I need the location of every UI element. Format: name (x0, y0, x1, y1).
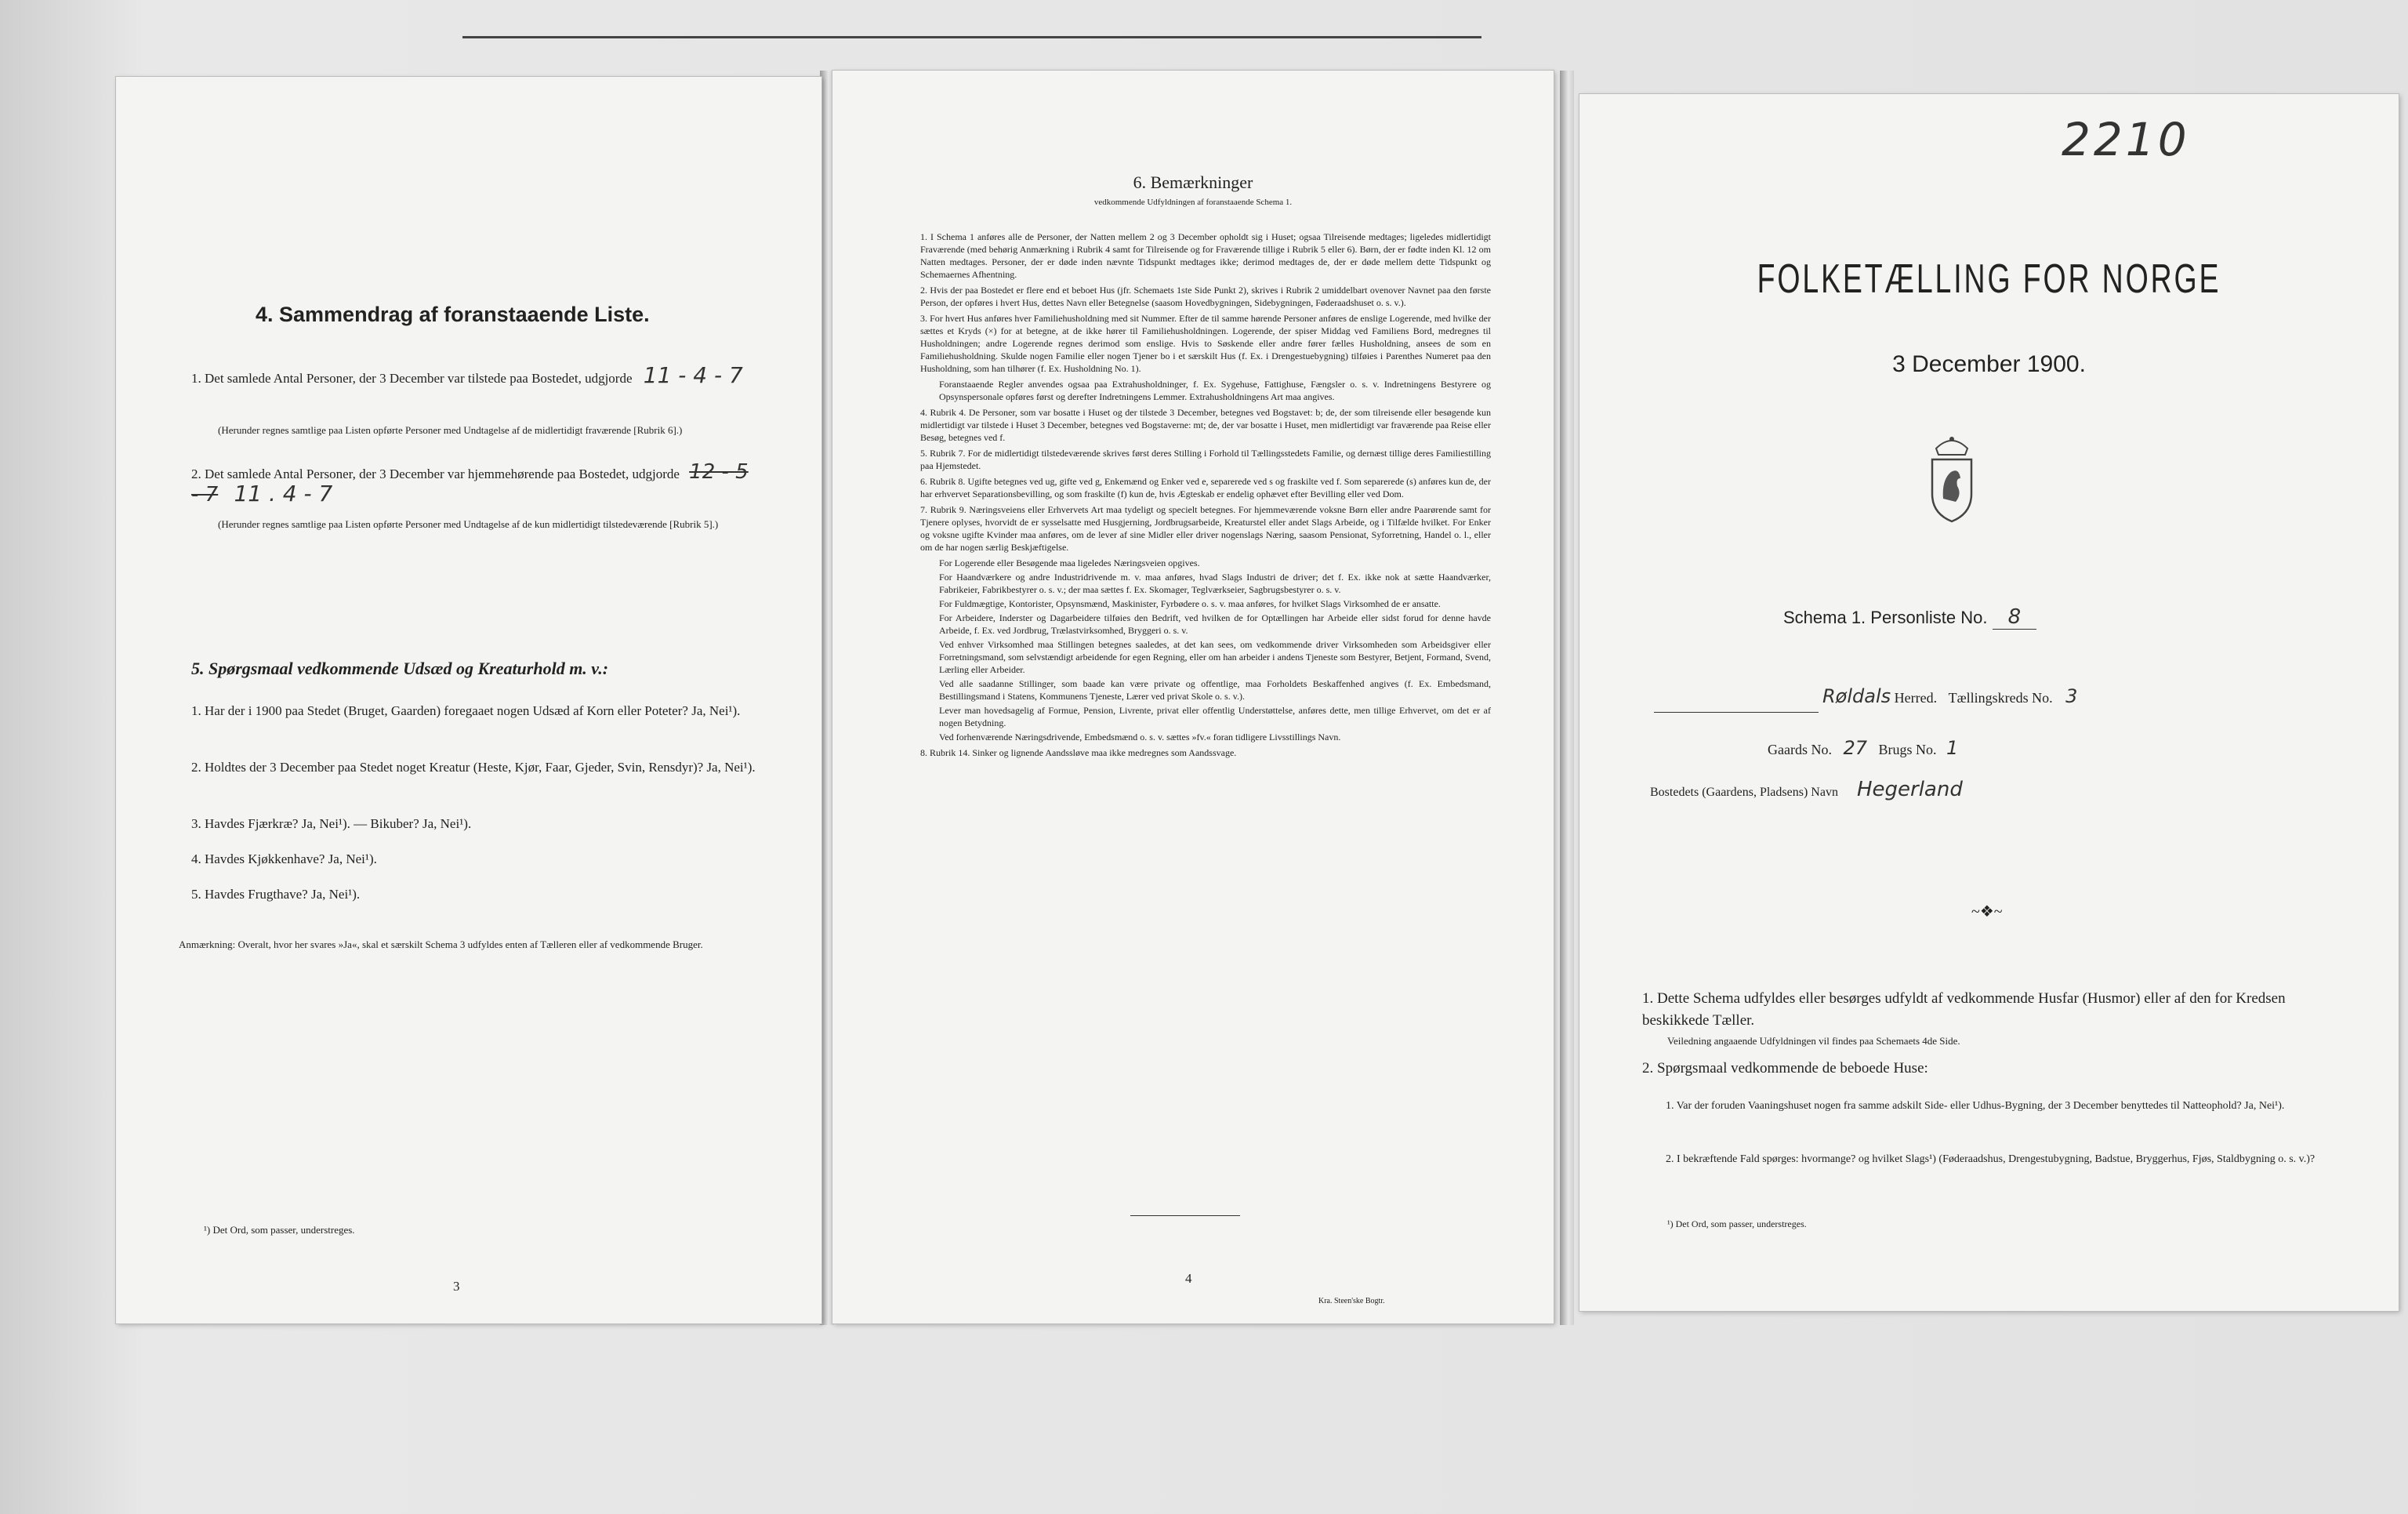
remark-paragraph: For Fuldmægtige, Kontorister, Opsynsmænd, Maskinister, Fyrbødere o. s. v. maa anføres, for hvilket Slags Virksomhed de er ansatte. (939, 598, 1441, 609)
schema-line (1783, 605, 2036, 629)
remark-paragraph: 4. Rubrik 4. De Personer, som var bosatte i Huset og der tilstede 3 December, betegnes ved Bogstavet: b; de, der som tilreisende eller besøgende kun midlertidigt var tilstede i Huset 3 December, betegnes ved Bogstaverne: mt; de, der var bosatte i Huset, men midlertidigt var fraværende paa Reise eller Besøg, betegnes ved f. (920, 407, 1491, 443)
remark-paragraph: Ved enhver Virksomhed maa Stillingen betegnes saaledes, at det kan sees, om vedkommende driver Virksomheden som Arbeidsgiver eller Forretningsmand, som selvstændigt arbeidende for egen Regning, eller om han arbeider i andens Tjeneste som Bestyrer, Betjent, Formand, Svend, Lærling eller Arbeider. (939, 639, 1491, 675)
schema-label: Schema 1. Personliste No. (1783, 608, 1988, 627)
herred-rule (1654, 712, 1819, 713)
ornament-icon: ~❖~ (1971, 903, 2003, 920)
section4-title: 4. Sammendrag af foranstaaende Liste. (256, 303, 650, 326)
herred-value: Røldals (1822, 685, 1891, 707)
census-date: 3 December 1900. (1892, 351, 2086, 377)
page-number: 4 (1185, 1271, 1192, 1286)
footnote: ¹) Det Ord, som passer, understreges. (1667, 1218, 1807, 1229)
instruction-1-sub: Veiledning angaaende Udfyldningen vil findes paa Schemaets 4de Side. (1667, 1035, 1960, 1047)
summary-item-2-text: 2. Det samlede Antal Personer, der 3 December var hjemmehørende paa Bostedet, udgjorde (191, 467, 680, 481)
remark-paragraph: 2. Hvis der paa Bostedet er flere end et beboet Hus (jfr. Schemaets 1ste Side Punkt 2), skrives i Rubrik 2 umiddelbart ovenover Navnet paa den første Person, der opføres i hvert Hus, dettes Navn eller Betegnelse (saasom Hovedbygningen, Sidebygningen, Føderaadshuset o. s. v.). (920, 285, 1491, 308)
page-4 (832, 71, 1554, 1323)
page-1-cover (1579, 94, 2399, 1311)
summary-item-2-note: (Herunder regnes samtlige paa Listen opførte Personer med Undtagelse af de kun midlertidigt tilstedeværende [Rubrik 5].) (218, 518, 719, 530)
brugs-value: 1 (1946, 737, 1959, 759)
remark-paragraph: 6. Rubrik 8. Ugifte betegnes ved ug, gifte ved g, Enkemænd og Enker ved e, separerede ved s og fraskilte ved f. Som separerede (s) anføres kun de, der har erhvervet Separationsbevilling, og som fraskilte (f) kun de, hvis Ægteskab er endelig ophævet efter Bevilling eller ved Dom. (920, 476, 1491, 499)
summary-item-2 (191, 460, 756, 506)
brugs-label: Brugs No. (1878, 742, 1937, 757)
krets-value: 3 (2065, 685, 2078, 707)
question-5: 5. Havdes Frugthave? Ja, Nei¹). (191, 887, 361, 902)
remark-paragraph: Ved forhenværende Næringsdrivende, Embedsmænd o. s. v. sættes »fv.« foran tidligere Livsstillings Navn. (939, 732, 1341, 742)
remark-paragraph: 5. Rubrik 7. For de midlertidigt tilstedeværende skrives først deres Stilling i Forhold til Tællingsstedets Familie, og dernæst tillige deres Familiestilling paa Hjemstedet. (920, 448, 1491, 471)
printer-mark: Kra. Steen'ske Bogtr. (1318, 1297, 1385, 1305)
summary-item-1 (191, 362, 756, 388)
summary-item-1-note: (Herunder regnes samtlige paa Listen opførte Personer med Undtagelse af de midlertidigt fraværende [Rubrik 6].) (218, 424, 683, 436)
form-title: FOLKETÆLLING FOR NORGE (1757, 256, 2221, 302)
question-1: 1. Har der i 1900 paa Stedet (Bruget, Gaarden) foregaaet nogen Udsæd af Korn eller Poteter? Ja, Nei¹). (191, 703, 741, 718)
remarks-list (920, 231, 1491, 759)
footnote: ¹) Det Ord, som passer, understreges. (204, 1224, 355, 1236)
archive-number: 2210 (2062, 113, 2190, 166)
coat-of-arms-icon (1924, 431, 1979, 525)
scan-top-rule (462, 36, 1481, 38)
schema-number: 8 (1993, 605, 2037, 630)
bosted-label: Bostedets (Gaardens, Pladsens) Navn (1650, 786, 1838, 799)
remark-paragraph: For Logerende eller Besøgende maa ligeledes Næringsveien opgives. (939, 557, 1200, 568)
remark-paragraph: 8. Rubrik 14. Sinker og lignende Aandssløve maa ikke medregnes som Aandssvage. (920, 747, 1237, 758)
summary-item-1-value: 11 - 4 - 7 (643, 362, 743, 388)
divider-rule (1130, 1215, 1240, 1216)
remark-paragraph: Lever man hovedsagelig af Formue, Pension, Livrente, privat eller offentlig Understøttelse, anføres dette, men tillige Erhvervet, om det er af nogen Betydning. (939, 705, 1491, 728)
summary-item-2-value: 11 . 4 - 7 (234, 481, 333, 506)
summary-item-1-text: 1. Det samlede Antal Personer, der 3 December var tilstede paa Bostedet, udgjorde (191, 371, 633, 386)
instruction-1: 1. Dette Schema udfyldes eller besørges udfyldt af vedkommende Husfar (Husmor) eller af den for Kredsen beskikkede Tæller. (1642, 990, 2286, 1029)
herred-label: Herred. (1894, 690, 1938, 706)
gaards-value: 27 (1843, 737, 1868, 759)
gaards-line (1768, 737, 2238, 759)
question-3: 3. Havdes Fjærkræ? Ja, Nei¹). — Bikuber? Ja, Nei¹). (191, 816, 472, 831)
remark-paragraph: 7. Rubrik 9. Næringsveiens eller Erhvervets Art maa tydeligt og specielt betegnes. For hjemmeværende voksne Børn eller andre Paarørende samt for Tjenere oplyses, hvorvidt de er sysselsatte med Husgjerning, Jordbrugsarbeide, Kreaturstel eller andet Slags Arbeide, og i Tilfælde hvilket. For Enker og voksne ugifte Kvinder maa anføres, om de lever af sine Midler eller driver nogenslags Næring, saasom Pensionat, Syforretning, Handel o. l., eller om de har nogen særlig Beskjæftigelse. (920, 504, 1491, 553)
section5-title: 5. Spørgsmaal vedkommende Udsæd og Kreaturhold m. v.: (191, 659, 609, 678)
summary-item-2-struck: 12 - 5 - 7 (191, 460, 749, 506)
page-fold-right (1560, 71, 1574, 1325)
remark-paragraph: Foranstaaende Regler anvendes ogsaa paa Extrahusholdninger, f. Ex. Sygehuse, Fattighuse, Fængsler o. s. v. Indretningens Bestyrere og Opsynspersonale opføres først og derefter Indretningens Lemmer. Extrahusholdningens Art maa angives. (939, 379, 1491, 402)
question-4: 4. Havdes Kjøkkenhave? Ja, Nei¹). (191, 851, 377, 866)
instruction-2: 2. Spørgsmaal vedkommende de beboede Huse: (1642, 1060, 1928, 1077)
page-3 (116, 77, 821, 1323)
remark-paragraph: For Haandværkere og andre Industridrivende m. v. maa anføres, hvad Slags Industri de driver; det f. Ex. ikke nok at sætte Haandværker, Fabrikeier, Fabrikbestyrer o. s. v.; der maa sættes f. Ex. Skomager, Teglværkseier, Sagbrugsbestyrer o. s. v. (939, 572, 1491, 595)
gaards-label: Gaards No. (1768, 742, 1832, 757)
remark-paragraph: 1. I Schema 1 anføres alle de Personer, der Natten mellem 2 og 3 December opholdt sig i Huset; ogsaa Tilreisende medtages; ligeledes midlertidigt Fraværende (med behørig Anmærkning i Rubrik 4 samt for Tilreisende og for Fraværende tillige i Rubrik 5 eller 6). Børn, der er fødte inden Kl. 12 om Natten medtages. Personer, der er døde inden nævnte Tidspunkt medtages ikke; derimod medtages de, der er døde mellem dette Tidspunkt og Schemaernes Afhentning. (920, 231, 1491, 280)
herred-line (1822, 685, 2371, 707)
house-question-2: 2. I bekræftende Fald spørges: hvormange? og hvilket Slags¹) (Føderaadshus, Drengestubygning, Badstue, Bryggerhus, Fjøs, Staldbygning o. s. v.)? (1666, 1153, 2316, 1165)
remark-paragraph: For Arbeidere, Inderster og Dagarbeidere tilføies den Bedrift, ved hvilken de for Optællingen har Arbeide eller sidst forud for denne havde Arbeide, f. Ex. ved Jordbrug, Trælastvirksomhed, Bryggeri o. s. v. (939, 612, 1491, 636)
page-number: 3 (453, 1279, 460, 1294)
remark-paragraph: Ved alle saadanne Stillinger, som baade kan være private og offentlige, maa Forholdets Beskaffenhed angives (f. Ex. Embedsmand, Bestillingsmand i Statens, Kommunens Tjeneste, Lærer ved privat Skole o. s. v.). (939, 678, 1491, 702)
bosted-value: Hegerland (1856, 778, 1963, 801)
house-question-1: 1. Var der foruden Vaaningshuset nogen fra samme adskilt Side- eller Udhus-Bygning, der 3 December benyttedes til Natteophold? Ja, Nei¹). (1666, 1100, 2285, 1112)
krets-label: Tællingskreds No. (1948, 690, 2053, 706)
bosted-line (1650, 778, 2355, 801)
remarks-subtitle: vedkommende Udfyldningen af foranstaaende Schema 1. (1093, 198, 1293, 207)
remark-paragraph: 3. For hvert Hus anføres hver Familiehusholdning med sit Nummer. Efter de til samme hørende Personer anføres de enslige Logerende, med hvilke der sættes et Kryds (×) for at betegne, at de ikke hører til Familiehusholdningen. Logerende, der spiser Middag ved Familiens Bord, medregnes til Husholdningen; andre Logerende regnes derimod som enslige. Hvis to Søskende eller andre fører fælles Husholdning, ansees de som en Familiehusholdning. Skulde nogen Familie eller nogen Tjener bo i et særskilt Hus (f. Ex. i Drengestuebygning) tilføies i Parenthes Numeret paa den Husholdning, som han tilhører (f. Ex. Husholdning No. 1). (920, 313, 1491, 374)
remark: Anmærkning: Overalt, hvor her svares »Ja«, skal et særskilt Schema 3 udfyldes enten af Tælleren eller af vedkommende Bruger. (179, 939, 703, 950)
remarks-title: 6. Bemærkninger (1133, 172, 1253, 192)
question-2: 2. Holdtes der 3 December paa Stedet noget Kreatur (Heste, Kjør, Faar, Gjeder, Svin, Rensdyr)? Ja, Nei¹). (191, 760, 756, 775)
